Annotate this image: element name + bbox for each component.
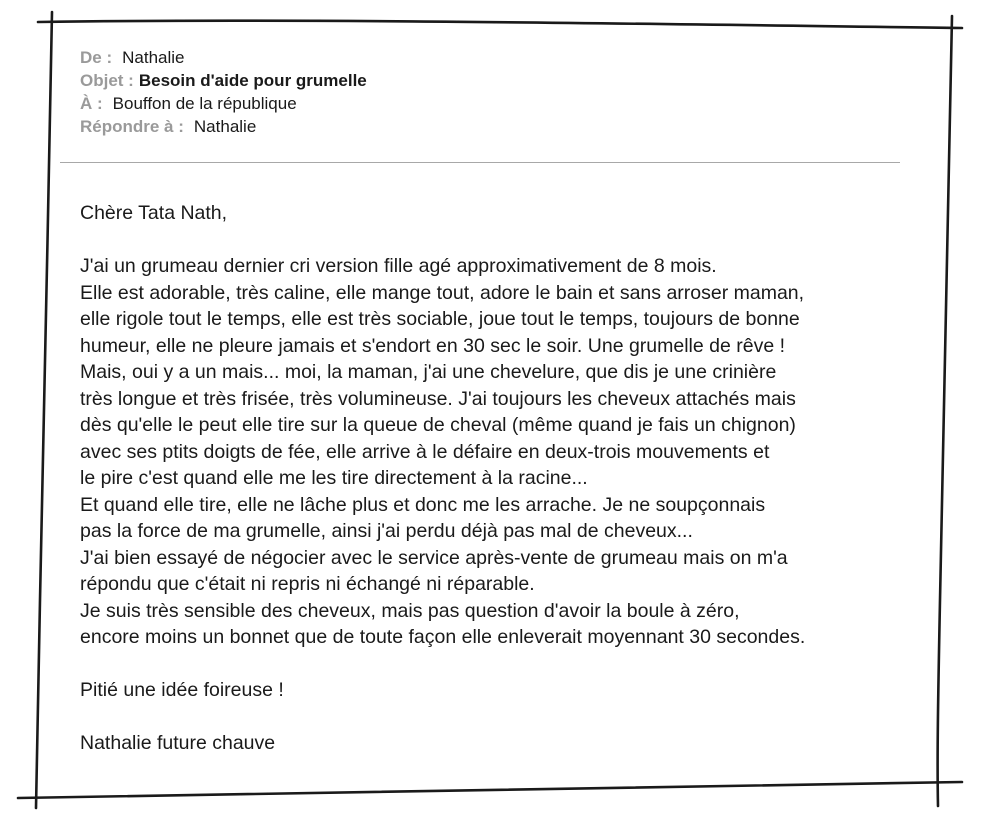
reply-to-label: Répondre à : bbox=[80, 117, 184, 136]
body-line: elle rigole tout le temps, elle est très sociable, joue tout le temps, toujours de bonne bbox=[80, 308, 800, 330]
from-label: De : bbox=[80, 48, 113, 67]
to-value: Bouffon de la république bbox=[112, 94, 297, 113]
from-value: Nathalie bbox=[122, 48, 185, 67]
body-line: répondu que c'était ni repris ni échangé ni réparable. bbox=[80, 573, 535, 595]
body-line: encore moins un bonnet que de toute façon elle enleverait moyennant 30 secondes. bbox=[80, 626, 806, 648]
body-line: dès qu'elle le peut elle tire sur la queue de cheval (même quand je fais un chignon) bbox=[80, 414, 796, 436]
body-line: Et quand elle tire, elle ne lâche plus et donc me les arrache. Je ne soupçonnais bbox=[80, 493, 766, 516]
frame-left-edge bbox=[36, 12, 52, 808]
body-line: J'ai bien essayé de négocier avec le service après-vente de grumeau mais on m'a bbox=[80, 546, 788, 569]
body-line: J'ai un grumeau dernier cri version fille agé approximativement de 8 mois. bbox=[80, 255, 717, 277]
subject-value: Besoin d'aide pour grumelle bbox=[138, 71, 367, 90]
body-line: très longue et très frisée, très volumineuse. J'ai toujours les cheveux attachés mais bbox=[80, 387, 796, 410]
to-row bbox=[80, 92, 367, 115]
body-line: pas la force de ma grumelle, ainsi j'ai perdu déjà pas mal de cheveux... bbox=[80, 520, 693, 542]
frame-top-edge bbox=[38, 21, 962, 28]
header-divider bbox=[60, 162, 900, 163]
body-line: le pire c'est quand elle me les tire directement à la racine... bbox=[80, 467, 588, 489]
frame-bottom-edge bbox=[18, 782, 962, 798]
plea: Pitié une idée foireuse ! bbox=[80, 679, 284, 701]
body-line: Je suis très sensible des cheveux, mais pas question d'avoir la boule à zéro, bbox=[80, 599, 740, 622]
body-line: humeur, elle ne pleure jamais et s'endort en 30 sec le soir. Une grumelle de rêve ! bbox=[80, 334, 786, 357]
reply-to-row bbox=[80, 115, 367, 138]
greeting: Chère Tata Nath, bbox=[80, 202, 228, 224]
body-line: avec ses ptits doigts de fée, elle arrive à le défaire en deux-trois mouvements et bbox=[80, 440, 770, 463]
reply-to-value: Nathalie bbox=[193, 117, 257, 136]
email-body bbox=[80, 200, 960, 757]
body-line: Mais, oui y a un mais... moi, la maman, j'ai une chevelure, que dis je une crinière bbox=[80, 361, 777, 383]
email-header bbox=[80, 46, 367, 138]
to-label: À : bbox=[80, 94, 103, 113]
from-row bbox=[80, 46, 367, 69]
subject-label: Objet : bbox=[80, 71, 134, 90]
signature: Nathalie future chauve bbox=[80, 732, 276, 754]
subject-row bbox=[80, 69, 367, 92]
body-line: Elle est adorable, très caline, elle mange tout, adore le bain et sans arroser maman, bbox=[80, 281, 805, 304]
